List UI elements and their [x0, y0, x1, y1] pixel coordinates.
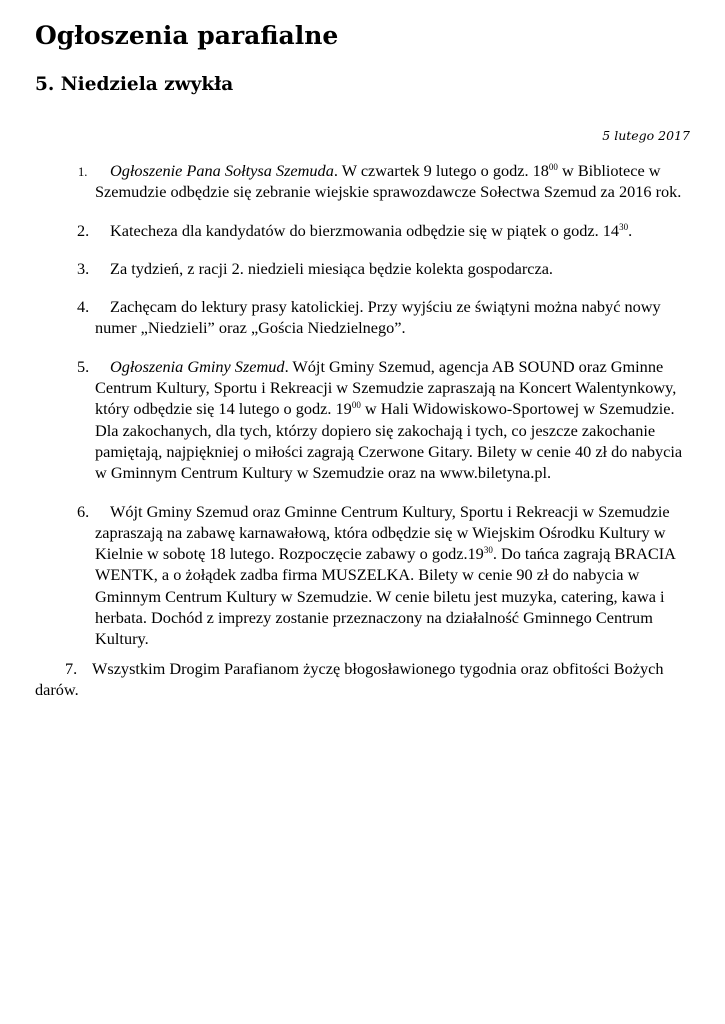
item-text: Katecheza dla kandydatów do bierzmowania odbędzie się w piątek o godz. 14: [110, 220, 620, 240]
item-number: 4.: [77, 297, 90, 317]
item-text-continued: w Hali Widowiskowo-Sportowej w Szemudzie. Dla zakochanych, dla tych, którzy dopiero się zakochają i tych, co jeszcze zakochanie pamiętają, najpiękniej o miłości zagrają Czerwone Gitary. Bilety w cenie 40 zł do nabycia w Gminnym Centrum Kultury w Szemudzie oraz na www.biletyna.pl.: [95, 399, 683, 483]
item-text-continued: .: [628, 220, 633, 240]
announcement-item-4: [35, 296, 695, 339]
item-time-sup: 30: [619, 221, 629, 232]
item-number: 1.: [78, 165, 88, 179]
item-time-sup: 00: [548, 162, 558, 172]
document-date: 5 lutego 2017: [602, 128, 690, 143]
page-title: Ogłoszenia parafialne: [35, 21, 339, 50]
announcement-item-6: [35, 501, 695, 650]
item-text-continued: w Bibliotece w Szemudzie odbędzie się zebranie wiejskie sprawozdawcze Sołectwa Szemud za 2016 rok.: [95, 161, 682, 202]
item-text: Wszystkim Drogim Parafianom życzę błogosławionego tygodnia oraz obfitości Bożych darów.: [35, 658, 664, 699]
item-text: . W czwartek 9 lutego o godz. 18: [333, 161, 549, 180]
announcement-list: [35, 160, 695, 700]
announcement-item-1: [35, 160, 695, 203]
item-number: 3.: [77, 258, 90, 278]
item-text: Wójt Gminy Szemud oraz Gminne Centrum Kultury, Sportu i Rekreacji w Szemudzie zapraszają na zabawę karnawałową, która odbędzie się w Wiejskim Ośrodku Kultury w Kielnie w sobotę 18 lutego. Rozpoczęcie zabawy o godz.19: [95, 501, 670, 564]
announcement-item-5: [35, 356, 695, 484]
item-lead: Ogłoszenie Pana Sołtysa Szemuda: [110, 161, 334, 180]
item-time-sup: 00: [351, 400, 361, 411]
page-subtitle: 5. Niedziela zwykła: [35, 74, 234, 95]
item-text-continued: . Do tańca zagrają BRACIA WENTK, a o żołądek zadba firma MUSZELKA. Bilety w cenie 90 zł do nabycia w Gminnym Centrum Kultury w Szemudzie. W cenie biletu jest muzyka, catering, kawa i herbata. Dochód z imprezy zostanie przeznaczony na działalność Gminnego Centrum Kultury.: [95, 544, 676, 649]
announcement-item-3: [35, 258, 695, 279]
item-number: 5.: [77, 356, 90, 376]
item-number: 2.: [77, 220, 90, 240]
item-number: 6.: [77, 501, 90, 521]
item-text: Za tydzień, z racji 2. niedzieli miesiąca będzie kolekta gospodarcza.: [110, 258, 554, 278]
announcement-item-7: [35, 658, 695, 701]
item-text: Zachęcam do lektury prasy katolickiej. Przy wyjściu ze świątyni można nabyć nowy numer „Niedzieli” oraz „Gościa Niedzielnego”.: [95, 297, 661, 338]
item-number: 7.: [65, 658, 78, 678]
announcement-item-2: [35, 220, 695, 241]
item-text: . Wójt Gminy Szemud, agencja AB SOUND oraz Gminne Centrum Kultury, Sportu i Rekreacji w Szemudzie zapraszają na Koncert Walentynkowy, który odbędzie się 14 lutego o godz. 19: [95, 356, 677, 419]
item-time-sup: 30: [483, 545, 493, 556]
item-lead: Ogłoszenia Gminy Szemud: [110, 356, 285, 376]
